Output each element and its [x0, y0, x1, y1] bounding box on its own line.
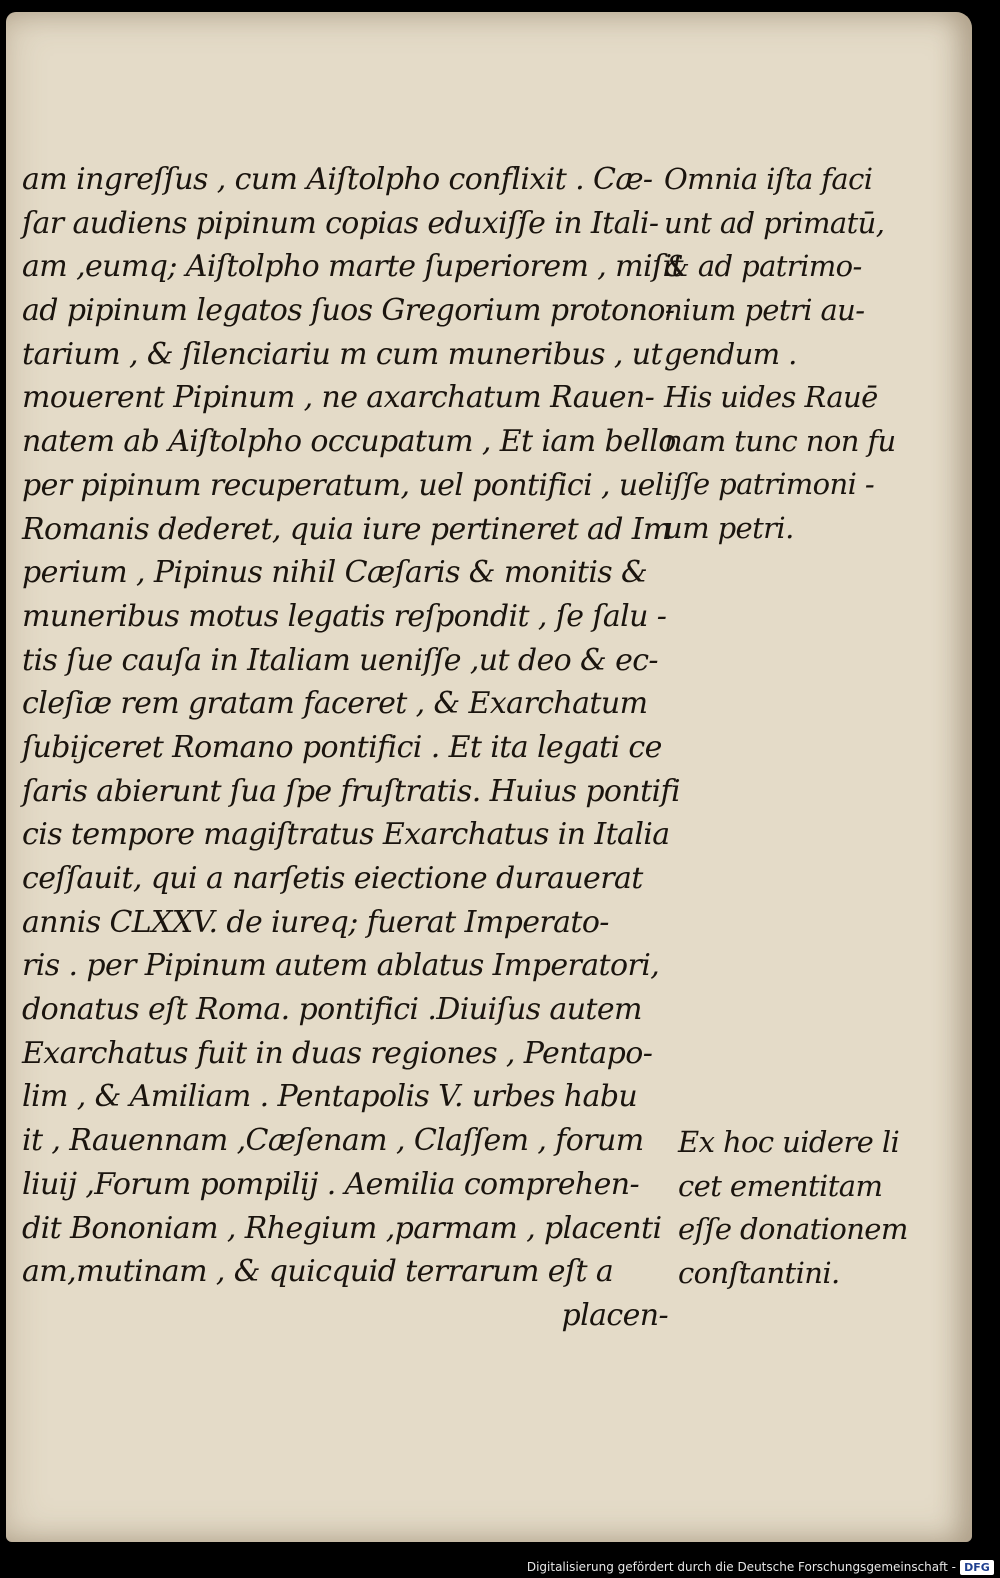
text-line: muneribus motus legatis reſpondit , ſe ſalu -: [22, 598, 667, 634]
funding-credit: Digitalisierung gefördert durch die Deutsche Forschungsgemeinschaft -: [526, 1560, 956, 1574]
text-line: cis tempore magiſtratus Exarchatus in Italia: [22, 817, 670, 853]
text-line: mouerent Pipinum , ne axarchatum Rauen-: [22, 380, 655, 416]
marginal-note-line: um petri.: [664, 511, 794, 546]
text-line: ſaris abierunt ſua ſpe fruſtratis. Huius pontifi: [22, 773, 681, 809]
main-text-column: [22, 158, 683, 1338]
text-line: ris . per Pipinum autem ablatus Imperatori,: [22, 948, 660, 984]
text-line: natem ab Aiſtolpho occupatum , Et iam bello: [22, 424, 676, 460]
marginal-note-line: nam tunc non fu: [664, 423, 896, 458]
text-line: cleſiæ rem gratam faceret , & Exarchatum: [22, 686, 648, 722]
marginal-note-line: Ex hoc uidere li: [678, 1125, 900, 1159]
marginal-note-ravenna: [664, 376, 896, 551]
text-line: am ingreſſus , cum Aiſtolpho conflixit . Cæ-: [22, 162, 653, 197]
marginal-note-line: gendum .: [664, 336, 797, 371]
marginal-note-line: unt ad primatū,: [664, 205, 885, 240]
text-line: Romanis dederet, quia iure pertineret ad Im: [22, 511, 671, 547]
marginal-note-line: conſtantini.: [678, 1256, 840, 1291]
text-line: per pipinum recuperatum, uel pontifici , uel: [22, 467, 664, 503]
text-line: ſubijceret Romano pontifici . Et ita legati ce: [22, 729, 662, 765]
book-page: [6, 12, 972, 1542]
text-line: am,mutinam , & quicquid terrarum eſt a: [22, 1254, 614, 1290]
marginal-note-line: nium petri au-: [664, 293, 865, 328]
text-line: tarium , & ſilenciariu m cum muneribus , ut: [22, 336, 662, 372]
marginal-note-line: eſſe donationem: [678, 1212, 908, 1247]
text-line: it , Rauennam ,Cæſenam , Claſſem , forum: [22, 1123, 644, 1159]
marginal-note-donation: [678, 1121, 908, 1296]
footer-bar: [0, 1556, 1000, 1578]
text-line: Exarchatus fuit in duas regiones , Pentapo-: [22, 1035, 653, 1071]
text-line: liuij ,Forum pompilij . Aemilia comprehen-: [22, 1166, 639, 1202]
catchword: placen-: [561, 1297, 668, 1333]
text-line: ad pipinum legatos ſuos Gregorium protono-: [22, 293, 675, 329]
text-line: perium , Pipinus nihil Cæſaris & monitis &: [22, 555, 648, 591]
text-line: donatus eſt Roma. pontifici .Diuiſus autem: [22, 992, 642, 1028]
dfg-logo: DFG: [960, 1560, 994, 1575]
text-line: tis ſue cauſa in Italiam ueniſſe ,ut deo & ec-: [22, 642, 658, 678]
marginal-note-line: & ad patrimo-: [664, 249, 862, 284]
text-line: annis CLXXV. de iureq; fuerat Imperato-: [22, 904, 609, 940]
text-line: ſar audiens pipinum copias eduxiſſe in Itali-: [22, 205, 659, 241]
marginal-note-primacy: [664, 158, 884, 376]
text-line: lim , & Amiliam . Pentapolis V. urbes habu: [22, 1079, 638, 1115]
text-line: dit Bononiam , Rhegium ,parmam , placenti: [22, 1210, 662, 1246]
marginal-note-line: iſſe patrimoni -: [664, 467, 875, 502]
marginal-note-line: Omnia iſta faci: [664, 162, 873, 196]
text-line: am ,eumq; Aiſtolpho marte ſuperiorem , miſit: [22, 249, 683, 285]
text-line: ceſſauit, qui a narſetis eiectione durauerat: [22, 861, 643, 896]
marginal-note-line: His uides Rauē: [664, 380, 878, 414]
marginal-note-line: cet ementitam: [678, 1168, 883, 1203]
